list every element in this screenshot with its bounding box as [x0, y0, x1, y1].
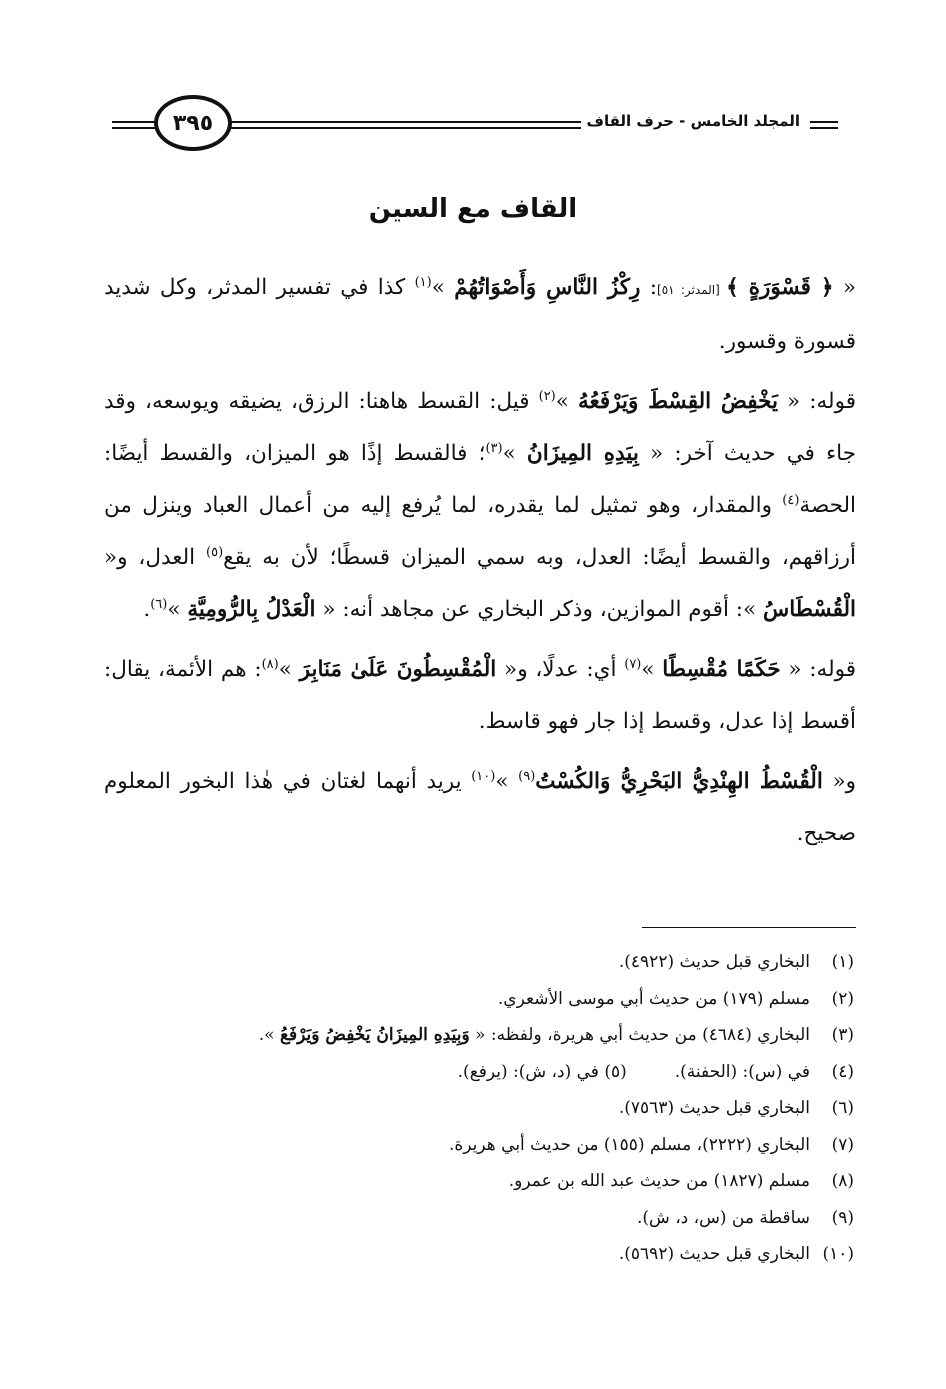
- footnote: [94, 1236, 854, 1273]
- footnote-text: ».: [258, 1025, 280, 1045]
- footnote-text: البخاري قبل حديث (٧٥٦٣).: [618, 1098, 810, 1118]
- footnote-marker: (٢): [538, 388, 556, 404]
- text-run: أي: عدلًا، و«: [496, 657, 625, 682]
- section-title: القاف مع السين: [368, 194, 578, 224]
- footnote-number: (٥): [604, 1061, 627, 1082]
- header-rule: [810, 127, 838, 129]
- footnote-text: ساقطة من (س، د، ش).: [637, 1207, 810, 1228]
- footnote-marker: (٨): [261, 656, 279, 672]
- paragraph-3: [104, 644, 856, 748]
- running-head: المجلد الخامس - حرف القاف: [581, 112, 806, 130]
- footnote-text: البخاري قبل حديث (٥٦٩٢).: [618, 1244, 810, 1264]
- footnote: [94, 1090, 854, 1127]
- text-run: »: [278, 657, 300, 682]
- hadith-quote: الْمُقْسِطُونَ عَلَىٰ مَنَابِرَ: [299, 657, 497, 682]
- text-run: »: [431, 275, 455, 300]
- footnote-text: مسلم (١٨٢٧) من حديث عبد الله بن عمرو.: [508, 1171, 810, 1191]
- footnote-number: (٨): [831, 1171, 854, 1191]
- footnote-separator: [642, 927, 856, 928]
- text-run: : هم الأئمة، يقال: أقسط إذا عدل، وقسط إذا جار فهو قاسط.: [104, 657, 856, 734]
- footnote-marker: (١): [414, 274, 432, 290]
- page-header: [112, 92, 838, 156]
- text-run: قوله: «: [780, 657, 857, 682]
- text-run: »: [495, 769, 519, 794]
- footnotes: [94, 944, 854, 1273]
- footnote-text: البخاري (٢٢٢٢)، مسلم (١٥٥) من حديث أبي هريرة.: [448, 1134, 810, 1155]
- text-run: »: أقوم الموازين، وذكر البخاري عن مجاهد أنه: «: [315, 597, 763, 622]
- hadith-quote: يَخْفِضُ القِسْطَ وَيَرْفَعُهُ: [578, 389, 778, 414]
- paragraph-2: [104, 376, 856, 636]
- text-run: قوله: «: [777, 389, 856, 414]
- text-run: «: [833, 275, 857, 300]
- footnote: [94, 944, 854, 981]
- text-run: والمقدار، وهو تمثيل لما يقدره، لما يُرفع إليه من أعمال العباد وينزل من أرزاقهم، والقسط أيضًا: العدل، وبه سمي الميزان قسطًا؛ لأن به يقع: [104, 493, 857, 570]
- footnote-marker: (٤): [782, 492, 800, 508]
- hadith-quote: رِكْزُ النَّاسِ وَأَصْوَاتُهُمْ: [454, 275, 641, 300]
- footnote-marker: (٧): [624, 656, 642, 672]
- footnote-text: البخاري (٤٦٨٤) من حديث أبي هريرة، ولفظه: «: [469, 1025, 810, 1045]
- text-run: »: [555, 389, 578, 414]
- hadith-quote: بِيَدِهِ المِيزَانُ: [526, 441, 639, 466]
- footnote-marker: (٥): [206, 544, 224, 560]
- footnote: [94, 1163, 854, 1200]
- text-run: ؛ فالقسط إذًا هو الميزان، والقسط أيضًا: الحصة: [104, 441, 856, 518]
- footnote: [94, 1127, 854, 1164]
- footnote-quote: وَبِيَدِهِ المِيزَانُ يَخْفِضُ وَيَرْفَعُ: [279, 1025, 470, 1045]
- footnote: [94, 981, 854, 1018]
- hadith-quote: الْقُسْطَاسُ: [762, 597, 856, 622]
- footnote-marker: (٩): [518, 768, 536, 784]
- footnote: [94, 1054, 854, 1091]
- footnote-marker: (١٠): [471, 768, 496, 784]
- text-run: يريد أنهما لغتان في هٰذا البخور المعلوم صحيح.: [104, 769, 856, 846]
- quran-reference: [المدثر: ٥١]: [657, 283, 727, 297]
- text-run: »: [641, 657, 663, 682]
- paragraph-4: [104, 756, 856, 860]
- footnote-number: (٩): [831, 1207, 854, 1228]
- paragraph-1: [104, 262, 856, 368]
- text-run: »: [167, 597, 188, 622]
- text-run: العدل، و«: [104, 545, 206, 570]
- footnote-marker: (٦): [150, 596, 168, 612]
- text-run: قيل: القسط هاهنا: الرزق، يضيقه ويوسعه، وقد جاء في حديث آخر: «: [104, 389, 857, 466]
- footnote-marker: (٣): [485, 440, 503, 456]
- footnote-number: (١٠): [822, 1244, 854, 1264]
- footnote-text: البخاري قبل حديث (٤٩٢٢).: [618, 952, 810, 972]
- text-run: .: [143, 597, 151, 622]
- footnote-text: في (س): (الحفنة).: [674, 1061, 810, 1082]
- footnote-number: (٢): [831, 988, 854, 1009]
- footnote-number: (٧): [831, 1134, 854, 1155]
- text-run: »: [502, 441, 527, 466]
- hadith-quote: الْعَدْلُ بِالرُّومِيَّةِ: [187, 597, 316, 622]
- footnote: [94, 1017, 854, 1054]
- footnote-number: (٤): [831, 1061, 854, 1082]
- footnote-number: (٣): [831, 1025, 854, 1045]
- page-number: ٣٩٥: [154, 95, 232, 151]
- hadith-quote: الْقُسْطُ الهِنْدِيُّ البَحْرِيُّ وَالكُسْتُ: [535, 769, 823, 794]
- text-run: كذا في تفسير المدثر، وكل شديد قسورة وقسور.: [104, 275, 856, 354]
- text-run: و«: [822, 769, 857, 794]
- footnote-text: مسلم (١٧٩) من حديث أبي موسى الأشعري.: [497, 988, 810, 1009]
- footnote-number: (١): [831, 952, 854, 972]
- text-run: :: [640, 275, 657, 300]
- footnote-number: (٦): [831, 1098, 854, 1118]
- quran-word: ﴿ قَسْوَرَةٍ ﴾: [726, 275, 834, 300]
- hadith-quote: حَكَمًا مُقْسِطًا: [662, 657, 781, 682]
- footnote: [94, 1200, 854, 1237]
- header-rule: [810, 121, 838, 123]
- footnote-text: في (د، ش): (يرفع).: [457, 1061, 599, 1082]
- body-text: [104, 262, 856, 868]
